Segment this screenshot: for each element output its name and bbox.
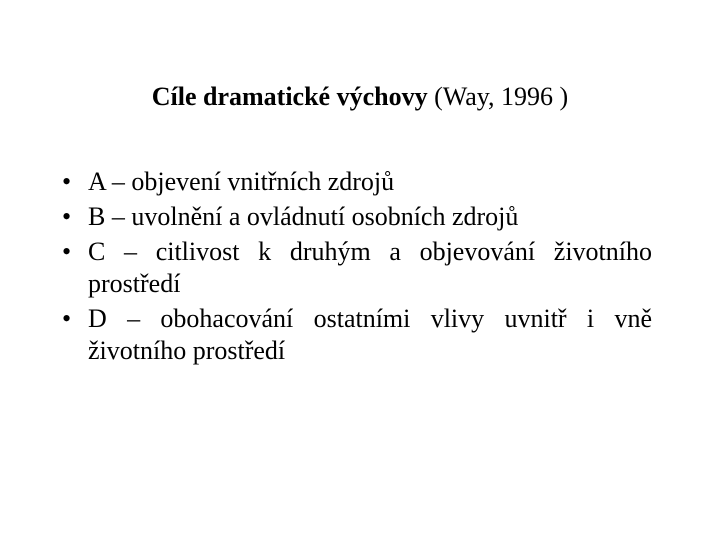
bullet-text: D – obohacování ostatními vlivy uvnitř i vně životního prostředí xyxy=(88,304,652,365)
bullet-icon: • xyxy=(62,167,72,196)
bullet-icon: • xyxy=(62,304,72,333)
bullet-item-d xyxy=(62,303,652,367)
bullet-text: A – objevení vnitřních zdrojů xyxy=(88,167,395,196)
bullet-text: B – uvolnění a ovládnutí osobních zdrojů xyxy=(88,202,519,231)
bullet-item-b xyxy=(62,201,652,233)
slide-title xyxy=(0,80,720,114)
bullet-icon: • xyxy=(62,202,72,231)
bullet-text: C – citlivost k druhým a objevování životního prostředí xyxy=(88,237,652,298)
bullet-item-a xyxy=(62,166,652,198)
slide-title-bold: Cíle dramatické výchovy xyxy=(151,82,428,111)
bullet-icon: • xyxy=(62,237,72,266)
bullet-item-c xyxy=(62,236,652,300)
slide-title-citation: (Way, 1996 ) xyxy=(427,82,569,111)
bullet-list xyxy=(62,166,652,370)
